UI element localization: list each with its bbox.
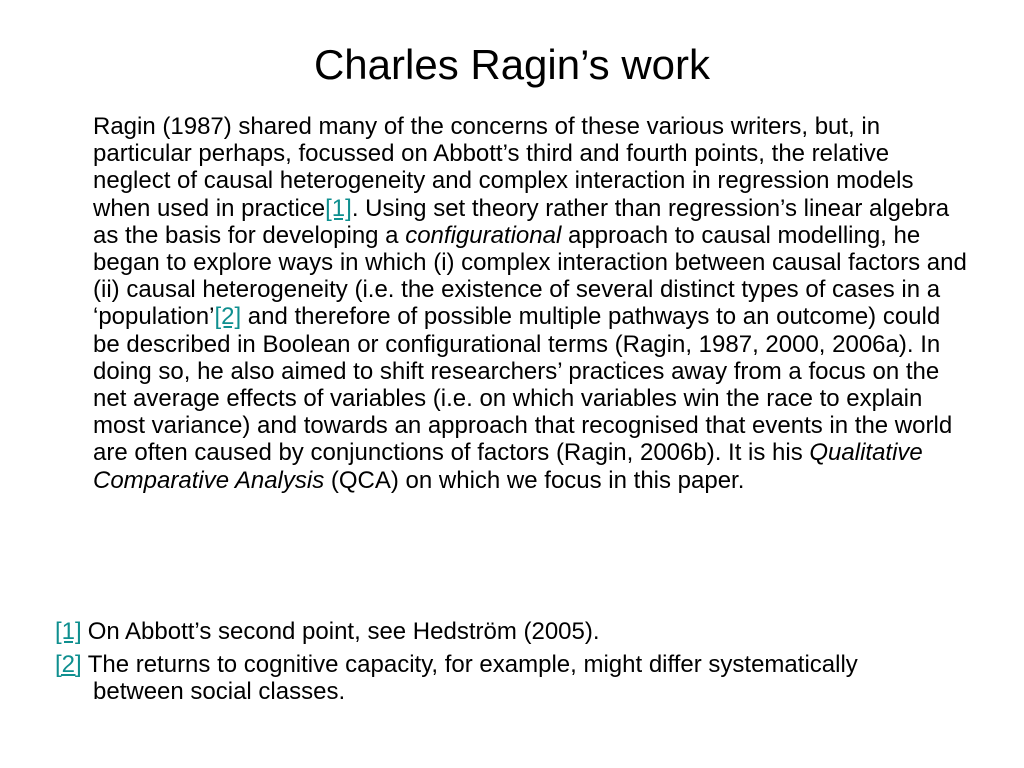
footnote-1-text: On Abbott’s second point, see Hedström (2005).	[87, 618, 600, 645]
footnote-2-marker-link[interactable]: [2]	[55, 650, 82, 678]
body-text-segment: (QCA) on which we focus in this paper.	[324, 466, 745, 494]
footnote-2	[55, 651, 955, 706]
body-text-segment: . Using set theory rather than regression’s linear algebra as the basis for developing a	[93, 194, 950, 249]
slide-title: Charles Ragin’s work	[313, 41, 711, 88]
footnote-1	[55, 618, 955, 646]
body-text-segment: approach to causal modelling, he began to explore ways in which (i) complex interaction between causal factors and (ii) causal heterogeneity (i.e. the existence of several distinct types of cases in a ‘population’	[93, 221, 967, 331]
body-text-segment: and therefore of possible multiple pathways to an outcome) could be described in Boolean or configurational terms (Ragin, 1987, 2000, 2006a). In doing so, he also aimed to shift researchers’ practices away from a focus on the net average effects of variables (i.e. on which variables win the race to explain most variance) and towards an approach that recognised that events in the world are often caused by conjunctions of factors (Ragin, 2006b). It is his	[93, 303, 953, 467]
footnote-1-marker-link[interactable]: [1]	[55, 618, 82, 645]
emphasis-configurational: configurational	[405, 221, 562, 249]
emphasis-qca: Qualitative Comparative Analysis	[93, 439, 923, 494]
footnotes	[55, 618, 955, 711]
footnote-ref-1-link[interactable]: [1]	[325, 194, 352, 222]
body-paragraph	[93, 113, 973, 494]
footnote-ref-2-link[interactable]: [2]	[214, 303, 242, 331]
footnote-2-text: The returns to cognitive capacity, for example, might differ systematically between social classes.	[87, 650, 858, 705]
body-text-segment: Ragin (1987) shared many of the concerns of these various writers, but, in particular perhaps, focussed on Abbott’s third and fourth points, the relative neglect of causal heterogeneity and complex interaction in regression models when used in practice	[93, 113, 914, 222]
